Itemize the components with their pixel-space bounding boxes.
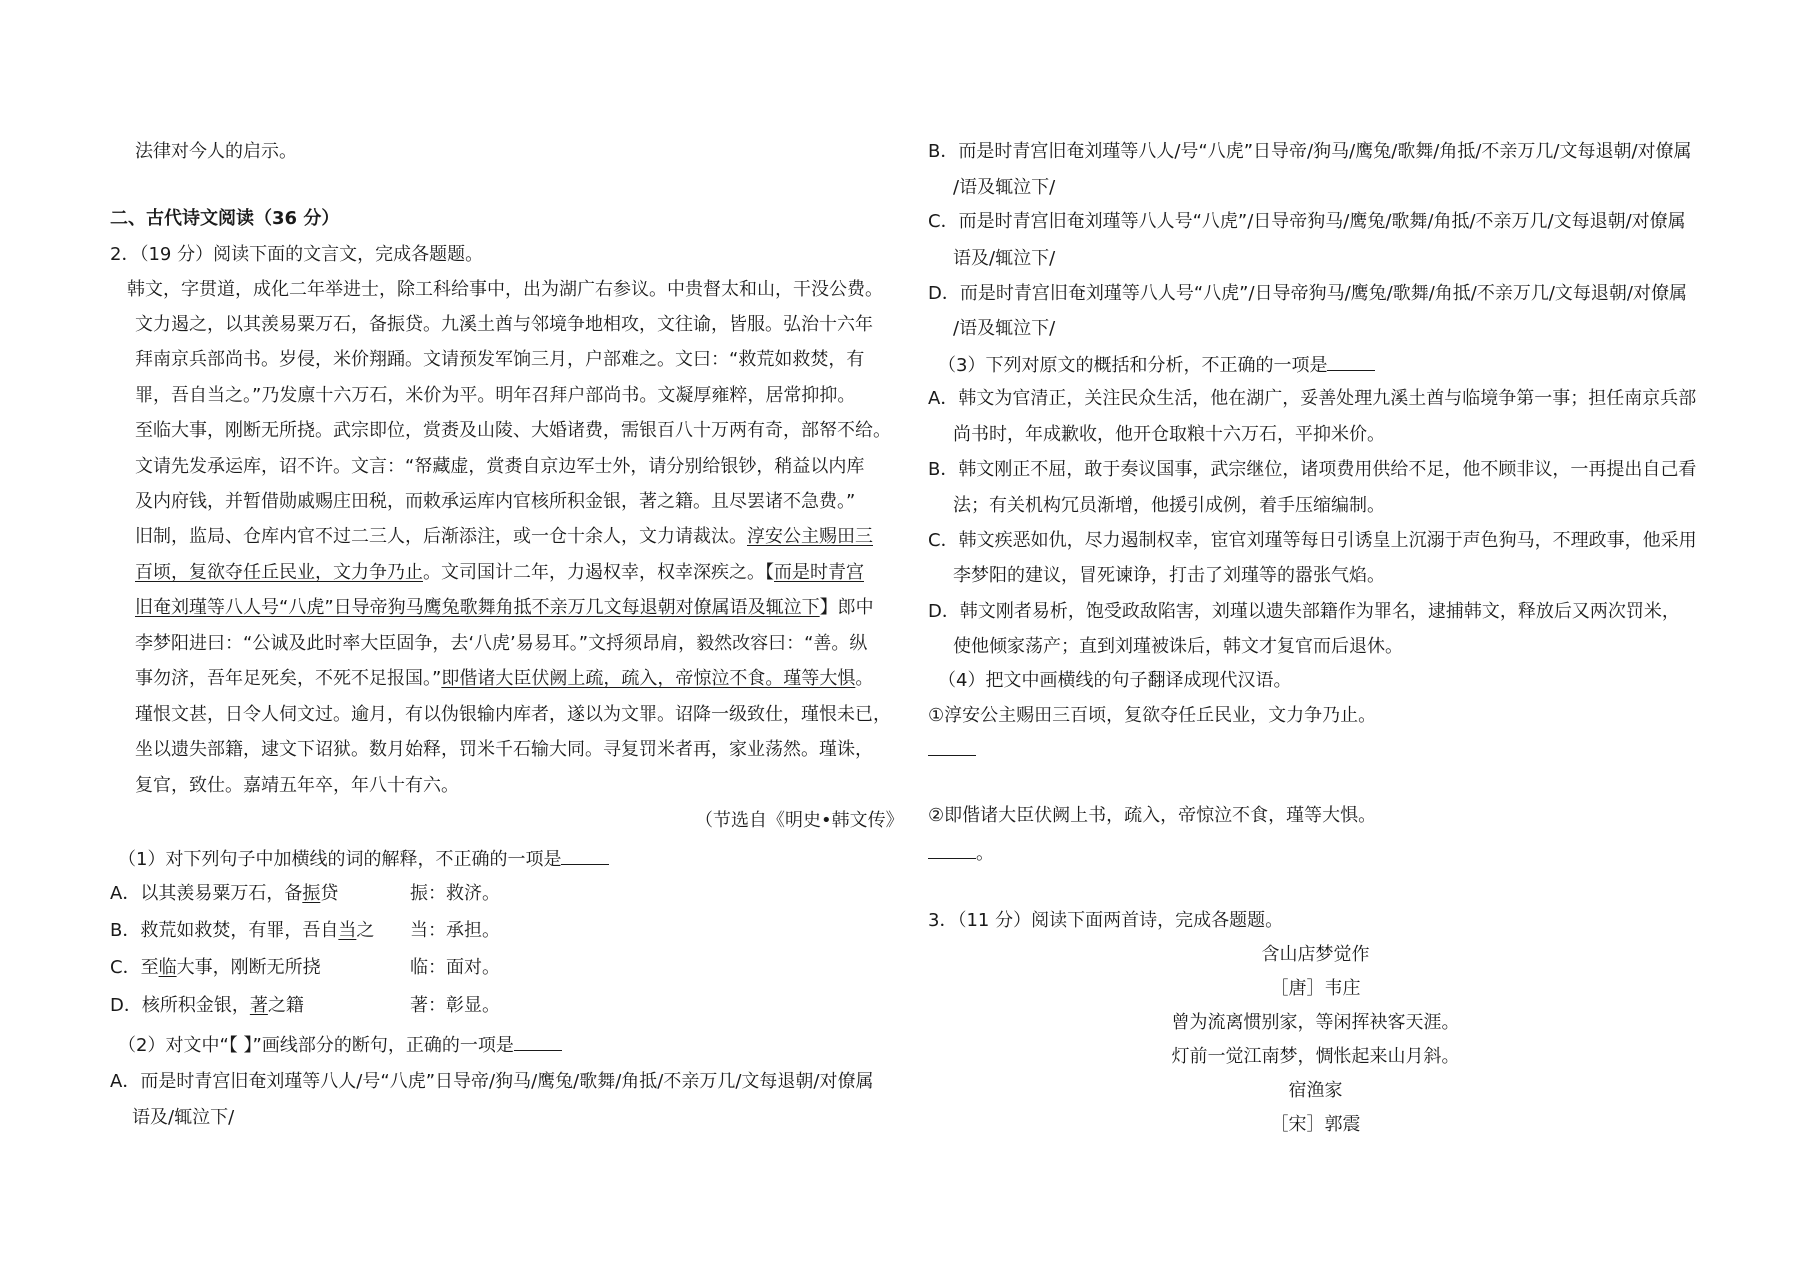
passage-line: 文请先发承运库，诏不许。文言：“帑藏虚，赏赉自京边军士外，请分别给银钞，稍益以内库 xyxy=(135,456,865,477)
option-row: B．韩文刚正不屈，敢于奏议国事，武宗继位，诸项费用供给不足，他不顾非议，一再提出自己看 xyxy=(928,459,1697,480)
continued-line: 法律对今人的启示。 xyxy=(135,141,297,162)
option-row-cont: 尚书时，年成歉收，他开仓取粮十六万石，平抑米价。 xyxy=(953,424,1385,445)
option-row: B．救荒如救焚，有罪，吾自当之 当：承担。 xyxy=(110,920,500,941)
option-row: A．韩文为官清正，关注民众生活，他在湖广，妥善处理九溪土酋与临境争第一事；担任南京兵部 xyxy=(928,388,1697,409)
underlined-sentence-1: 百顷，复欲夺任丘民业，文力争乃止 xyxy=(135,562,423,583)
passage-line: 复官，致仕。嘉靖五年卒，年八十有六。 xyxy=(135,775,459,796)
option-explanation: 当：承担。 xyxy=(410,920,500,941)
underlined-word: 振 xyxy=(302,883,321,904)
passage-line xyxy=(135,561,864,585)
section-heading: 二、古代诗文阅读（36 分） xyxy=(110,208,340,229)
passage-line: 瑾恨文甚，日令人伺文过。逾月，有以伪银输内库者，遂以为文罪。诏降一级致仕，瑾恨未已， xyxy=(135,704,891,725)
passage-line: 拜南京兵部尚书。岁侵，米价翔踊。文请预发军饷三月，户部难之。文曰：“救荒如救焚，有 xyxy=(135,349,865,370)
passage-line xyxy=(135,525,873,549)
sub-question-3: （3）下列对原文的概括和分析，不正确的一项是 xyxy=(938,352,1375,378)
passage-source: （节选自《明史•韩文传》 xyxy=(695,810,904,831)
answer-line-row: 。 xyxy=(928,840,994,866)
sub-question-4: （4）把文中画横线的句子翻译成现代汉语。 xyxy=(938,670,1292,691)
option-row: D．核所积金银，著之籍 著：彰显。 xyxy=(110,995,500,1016)
underlined-sentence-1: 淳安公主赐田三 xyxy=(747,526,873,547)
answer-line[interactable] xyxy=(928,840,976,859)
option-row-cont: 语及/辄泣下/ xyxy=(132,1107,235,1128)
question-3-intro: 3．（11 分）阅读下面两首诗，完成各题题。 xyxy=(928,910,1284,931)
poem-author: ［唐］韦庄 xyxy=(1270,978,1361,999)
passage-text: 。文司国计二年，力遏权幸，权幸深疾之。【 xyxy=(423,562,774,583)
poem-line: 曾为流离惯别家，等闲挥袂客天涯。 xyxy=(1171,1012,1460,1033)
answer-blank[interactable] xyxy=(514,1032,562,1051)
option-row: B．而是时青宫旧奄刘瑾等八人/号“八虎”日导帝/狗马/鹰兔/歌舞/角抵/不亲万几/文每退朝/对僚属 xyxy=(928,141,1692,162)
passage-line: 文力遏之，以其羡易粟万石，备振贷。九溪土酋与邻境争地相攻，文往谕，皆服。弘治十六年 xyxy=(135,314,873,335)
passage-line: 罪，吾自当之。”乃发廪十六万石，米价为平。明年召拜户部尚书。文凝厚雍粹，居常抑抑。 xyxy=(135,385,856,406)
option-row-cont: 语及/辄泣下/ xyxy=(953,248,1056,269)
passage-line: 李梦阳进曰：“公诚及此时率大臣固争，去‘八虎’易易耳。”文捋须昂肩，毅然改容曰：“善。纵 xyxy=(135,633,868,654)
question-2-intro: 2．（19 分）阅读下面的文言文，完成各题题。 xyxy=(110,244,484,265)
underlined-word: 当 xyxy=(338,920,357,941)
passage-text: 旧制，监局、仓库内官不过二三人，后渐添注，或一仓十余人，文力请裁汰。 xyxy=(135,526,747,547)
option-row: A．以其羡易粟万石，备振贷 振：救济。 xyxy=(110,883,500,904)
poem-author: ［宋］郭震 xyxy=(1270,1114,1361,1135)
passage-line: 及内府钱，并暂借勋戚赐庄田税，而敕承运库内官核所积金银，著之籍。且尽罢诸不急费。” xyxy=(135,491,856,512)
passage-line: 坐以遗失部籍，逮文下诏狱。数月始释，罚米千石输大同。寻复罚米者再，家业荡然。瑾诛， xyxy=(135,739,873,760)
option-row: C．韩文疾恶如仇，尽力遏制权幸，宦官刘瑾等每日引诱皇上沉溺于声色狗马，不理政事，他采用 xyxy=(928,530,1697,551)
option-row: A．而是时青宫旧奄刘瑾等八人/号“八虎”日导帝/狗马/鹰兔/歌舞/角抵/不亲万几/文每退朝/对僚属 xyxy=(110,1071,874,1092)
poem-title: 含山店梦觉作 xyxy=(1261,944,1370,965)
sub-question-2: （2）对文中“【 】”画线部分的断句，正确的一项是 xyxy=(118,1032,562,1058)
passage-line: 事勿济，吾年足死矣，不死不足报国。”即偕诸大臣伏阙上疏，疏入，帝惊泣不食。瑾等大惧。 xyxy=(135,668,874,689)
translation-item-2: ②即偕诸大臣伏阙上书，疏入，帝惊泣不食，瑾等大惧。 xyxy=(928,805,1377,826)
option-row-cont: 法；有关机构冗员渐增，他援引成例，着手压缩编制。 xyxy=(953,495,1385,516)
passage-line: 韩文，字贯道，成化二年举进士，除工科给事中，出为湖广右参议。中贵督太和山，干没公费。 xyxy=(127,279,883,300)
option-row: D．而是时青宫旧奄刘瑾等八人号“八虎”/日导帝狗马/鹰兔/歌舞/角抵/不亲万几/文每退朝/对僚属 xyxy=(928,283,1687,304)
underlined-word: 临 xyxy=(158,957,177,978)
option-row: C．至临大事，刚断无所挠 临：面对。 xyxy=(110,957,500,978)
answer-blank[interactable] xyxy=(561,846,609,865)
option-explanation: 振：救济。 xyxy=(410,883,500,904)
poem-line: 灯前一觉江南梦，惆怅起来山月斜。 xyxy=(1171,1046,1460,1067)
answer-line[interactable] xyxy=(928,755,976,756)
passage-text: 事勿济，吾年足死矣，不死不足报国。” xyxy=(135,668,442,689)
option-row: C．而是时青宫旧奄刘瑾等八人号“八虎”/日导帝狗马/鹰兔/歌舞/角抵/不亲万几/文每退朝/对僚属 xyxy=(928,211,1686,232)
option-row-cont: 使他倾家荡产；直到刘瑾被诛后，韩文才复官而后退休。 xyxy=(953,636,1403,657)
bracketed-sentence: 旧奄刘瑾等八人号“八虎”日导帝狗马鹰兔歌舞角抵不亲万几文每退朝对僚属语及辄泣下 xyxy=(135,597,820,618)
translation-item-1: ①淳安公主赐田三百顷，复欲夺任丘民业，文力争乃止。 xyxy=(928,705,1377,726)
option-row-cont: /语及辄泣下/ xyxy=(953,177,1056,198)
poem-title: 宿渔家 xyxy=(1288,1080,1343,1101)
option-explanation: 临：面对。 xyxy=(410,957,500,978)
underlined-sentence-2: 即偕诸大臣伏阙上疏，疏入，帝惊泣不食。瑾等大惧 xyxy=(441,668,856,689)
option-row: D．韩文刚者易析，饱受政敌陷害，刘瑾以遗失部籍作为罪名，逮捕韩文，释放后又两次罚米， xyxy=(928,601,1680,622)
option-row-cont: /语及辄泣下/ xyxy=(953,318,1056,339)
passage-line xyxy=(135,596,874,620)
sub-question-1: （1）对下列句子中加横线的词的解释，不正确的一项是 xyxy=(118,846,609,872)
passage-text: 】郎中 xyxy=(819,597,874,618)
underlined-word: 著 xyxy=(249,995,268,1016)
passage-line: 至临大事，刚断无所挠。武宗即位，赏赉及山陵、大婚诸费，需银百八十万两有奇，部帑不给。 xyxy=(135,420,891,441)
option-row-cont: 李梦阳的建议，冒死谏诤，打击了刘瑾等的嚣张气焰。 xyxy=(953,565,1385,586)
answer-blank[interactable] xyxy=(1327,352,1375,371)
option-explanation: 著：彰显。 xyxy=(410,995,500,1016)
bracketed-sentence: 而是时青宫 xyxy=(774,562,864,583)
